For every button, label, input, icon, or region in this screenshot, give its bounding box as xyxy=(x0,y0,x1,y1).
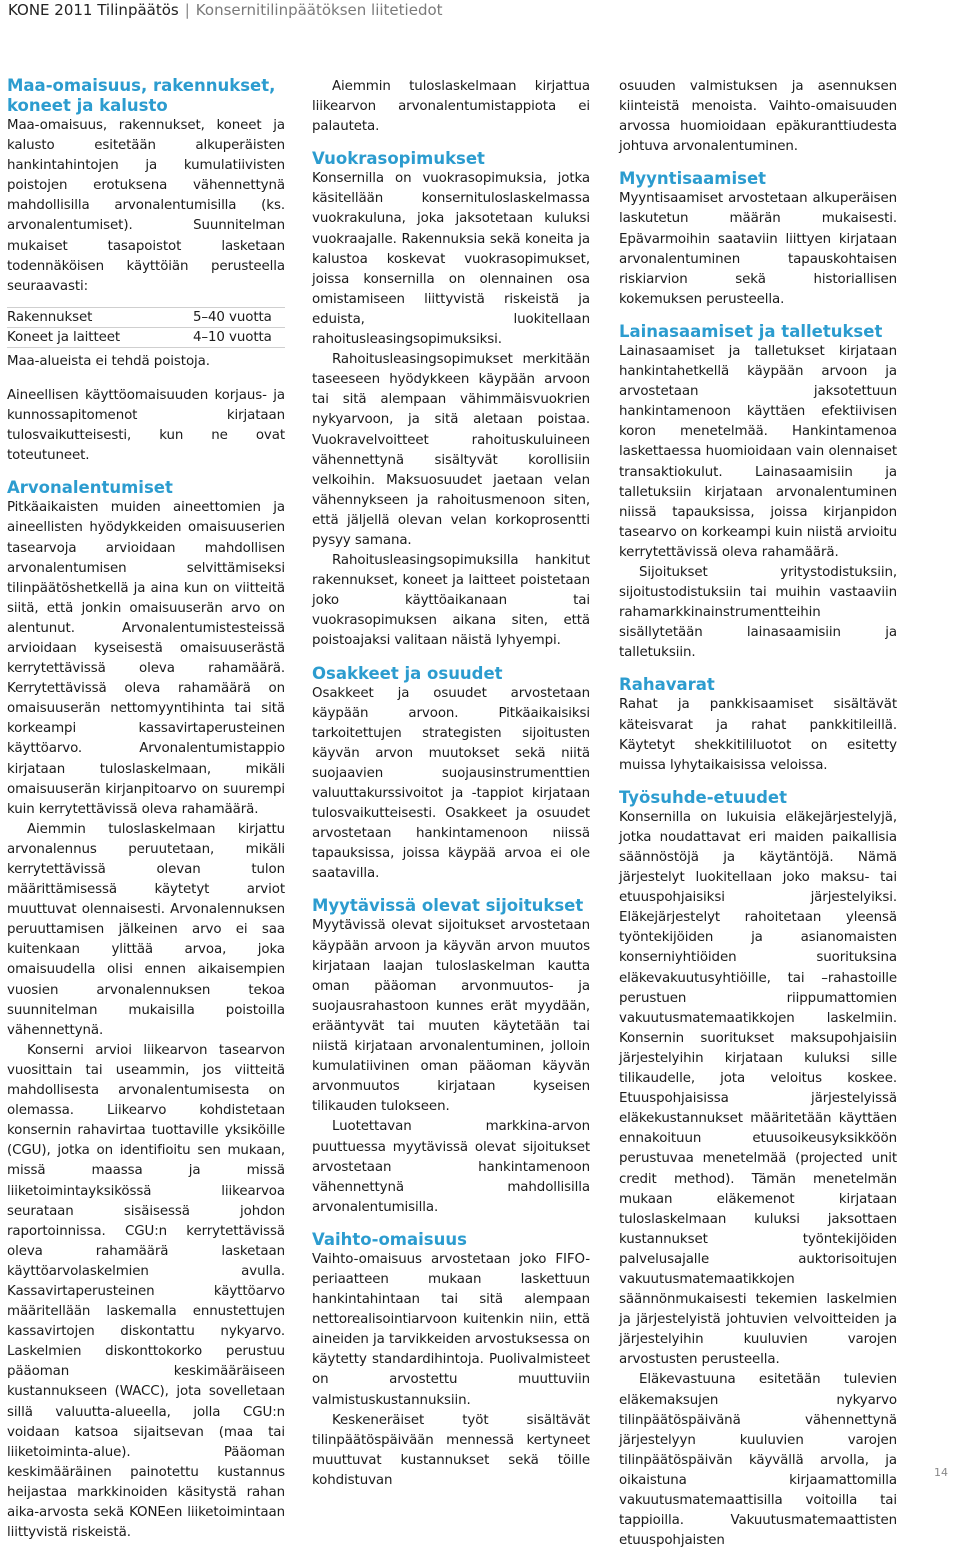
column-3 xyxy=(619,77,897,1551)
paragraph: osuuden valmistuksen ja asennuksen kiinteistä menoista. Vaihto-omaisuuden arvossa huomioidaan epäkuranttiudesta johtuva arvonalentuminen. xyxy=(619,79,897,155)
heading-employee-benefits: Työsuhde-etuudet xyxy=(619,787,788,807)
column-1 xyxy=(7,76,285,1543)
paragraph: Myytävissä olevat sijoitukset arvostetaan käypään arvoon ja käyvän arvon muutos kirjataan laajan tuloslaskelman kautta oman pääoman arvonmuutos- ja suojausrahastoon kunnes erät myydään, erääntyvät tai muuten käytetään tai niistä kirjataan arvonalentuminen, jolloin kumulatiivinen oman pääoman käyvän arvonmuutos kirjataan kyseisen tilikauden tulokseen. xyxy=(312,918,590,1115)
paragraph: Konserni arvioi liikearvon tasearvon vuosittain tai useammin, jos viitteitä mahdollisesta arvonalentumisesta on olemassa. Liikearvo kohdistetaan konsernin rahavirtaa tuottaville yksiköille (CGU), jotka on identifioitu sen mukaan, missä maassa ja missä liiketoimintayksikössä liikearvoa seurataan sisäisessä johdon raportoinnissa. CGU:n kerrytettävissä oleva rahamäärä lasketaan käyttöarvolaskelmien avulla. Kassavirtaperusteinen käyttöarvo määritellään laskemalla ennustettujen kassavirtojen diskontattu nykyarvo. Laskelmien diskonttokorko perustuu pääoman keskimääräiseen kustannukseen (WACC), jota sovelletaan sillä valuutta-alueella, jolla CGU:n voidaan katsoa sijaitsevan (maa tai liiketoiminta-alue). Pääoman keskimääräinen painotettu kustannus heijastaa markkinoiden käsitystä rahan aika-arvosta sekä KONEen liiketoimintaan liittyvistä riskeistä. xyxy=(7,1042,285,1541)
heading-receivables: Myyntisaamiset xyxy=(619,169,767,189)
heading-available-for-sale: Myytävissä olevat sijoitukset xyxy=(312,896,584,916)
heading-loans-deposits: Lainasaamiset ja talletukset xyxy=(619,321,883,341)
paragraph: Rahoitusleasingsopimukset merkitään taseeseen hyödykkeen käypään arvoon tai sitä alempaan vähimmäisvuokrien nykyarvoon, ja sitä aletaan poistaa. Vuokravelvoitteet rahoituskuluineen vähennettynä sisältyvät korollisiin velkoihin. Maksuosuudet jaetaan velan vähennykseen ja rahoitusmenoon siten, että jäljellä olevan velan korkoprosentti pysyy samana. xyxy=(312,352,590,548)
depreciation-table xyxy=(7,307,285,348)
paragraph: Lainasaamiset ja talletukset kirjataan hankintahetkellä käypään arvoon ja arvostetaan jaksotettuun hankintamenoon käyttäen efektiivisen koron menetelmää. Hankintamenoa laskettaessa huomioidaan vain olennaiset transaktiokulut. Lainasaamisiin ja talletuksiin kirjataan arvonalentuminen niissä tapauksissa, joissa kirjanpidon tasearvo on korkeampi kuin niistä arvioitu kerrytettävissä oleva rahamäärä. xyxy=(619,343,897,560)
paragraph: Aiemmin tuloslaskelmaan kirjattua liikearvon arvonalentumistappiota ei palauteta. xyxy=(312,79,590,135)
paragraph: Luotettavan markkina-arvon puuttuessa myytävissä olevat sijoitukset arvostetaan hankintamenoon vähennettynä mahdollisilla arvonalentumisilla. xyxy=(312,1119,590,1215)
heading-property-plant: Maa-omaisuus, rakennukset, koneet ja kalusto xyxy=(7,76,276,115)
paragraph: Vaihto-omaisuus arvostetaan joko FIFO-periaatteen mukaan laskettuun hankintahintaan tai sitä alempaan nettorealisointiarvoon kuitenkin niin, että aineiden ja tarvikkeiden arvostuksessa on käytetty standardihintoja. Puolivalmisteet on arvostettu muuttuviin valmistuskustannuksiin. xyxy=(312,1251,590,1408)
paragraph: Aiemmin tuloslaskelmaan kirjattu arvonalennus peruutetaan, mikäli kerrytettävissä olevan tulon määrittämisessä käytetyt arviot muuttuvat olennaisesti. Arvonalennuksen peruuttamisen jälkeinen arvo ei saa kuitenkaan ylittää arvoa, joka omaisuudella olisi ennen aikaisempien vuosien arvonalennuksen tekoa suunnitelman mukaisilla poistoilla vähennettynä. xyxy=(7,821,285,1038)
paragraph: Pitkäaikaisten muiden aineettomien ja aineellisten hyödykkeiden omaisuuserien tasearvoja arvioidaan mahdollisen arvonalentumisen selvittämiseksi tilinpäätöshetkellä ja aina kun on viitteitä siitä, että jonkin omaisuuserän arvo on alentunut. Arvonalentumistesteissä arvioidaan kyseisestä omaisuuserästä kerrytettävissä oleva rahamäärä. Kerrytettävissä oleva rahamäärä on omaisuuserän nettomyyntihinta tai sitä korkeampi kassavirtaperusteinen käyttöarvo. Arvonalentumistappio kirjataan tuloslaskelmaan, mikäli omaisuuserän kirjanpitoarvo on suurempi kuin kerrytettävissä oleva rahamäärä. xyxy=(7,500,285,817)
table-cell-value: 4–10 vuotta xyxy=(193,327,285,347)
paragraph: Eläkevastuuna esitetään tulevien eläkemaksujen nykyarvo tilinpäätöspäivänä vähennettynä järjestelyyn kuuluvien varojen tilinpäätöspäivän käyvällä arvolla, ja oikaistuna kirjaamattomilla vakuutusmatemaattisilla voitoilla tai tappioilla. Vakuutusmatemaattisten etuuspohjaisten xyxy=(619,1372,897,1549)
heading-impairment: Arvonalentumiset xyxy=(7,478,173,498)
paragraph: Rahoitusleasingsopimuksilla hankitut rakennukset, koneet ja laitteet poistetaan joko käyttöaikanaan tai vuokrasopimuksen aikana siten, että poistoajaksi valitaan näistä lyhyempi. xyxy=(312,553,590,649)
heading-leases: Vuokrasopimukset xyxy=(312,149,485,169)
column-2 xyxy=(312,77,590,1491)
paragraph: Keskeneräiset työt sisältävät tilinpäätöspäivään mennessä kertyneet muuttuvat kustannukset sekä töille kohdistuvan xyxy=(312,1412,590,1488)
table-cell-value: 5–40 vuotta xyxy=(193,307,285,327)
heading-inventories: Vaihto-omaisuus xyxy=(312,1229,467,1249)
table-cell-label: Rakennukset xyxy=(7,307,193,327)
paragraph: Aineellisen käyttöomaisuuden korjaus- ja kunnossapitomenot kirjataan tulosvaikutteisesti, kun ne ovat toteutuneet. xyxy=(7,387,285,464)
table-row xyxy=(7,307,285,327)
paragraph: Rahat ja pankkisaamiset sisältävät käteisvarat ja rahat pankkitileillä. Käytetyt shekkitililuotot on esitetty muissa lyhytaikaisissa veloissa. xyxy=(619,697,897,773)
paragraph: Maa-alueista ei tehdä poistoja. xyxy=(7,353,210,369)
header-separator: | xyxy=(184,1,190,19)
report-title: KONE 2011 Tilinpäätös xyxy=(8,1,179,19)
table-cell-label: Koneet ja laitteet xyxy=(7,327,193,347)
paragraph: Maa-omaisuus, rakennukset, koneet ja kalusto esitetään alkuperäisten hankintahintojen ja kumulatiivisten poistojen erotuksena vähennettynä mahdollisilla arvonalentumisilla (ks. arvonalentumiset). Suunnitelman mukaiset tasapoistot lasketaan todennäköisen käyttöiän perusteella seuraavasti: xyxy=(7,118,285,294)
page-number: 14 xyxy=(934,1466,948,1479)
paragraph: Konsernilla on lukuisia eläkejärjestelyjä, jotka noudattavat eri maiden paikallisia säännöstöjä ja käytäntöjä. Nämä järjestelyt luokitellaan joko maksu- tai etuuspohjaisiksi järjestelyiksi. Eläkejärjestelyt rahoitetaan yleensä työntekijöiden ja asianomaisten konserniyhtiöiden suorituksina eläkevakuutusyhtiöille, tai –rahastoille perustuen riippumattomien vakuutusmatemaatikkojen laskelmiin. Konsernin suoritukset maksupohjaisiin järjestelyihin kirjataan kuluksi sille tilikaudelle, jota veloitus koskee. Etuuspohjaisissa järjestelyissä eläkekustannukset määritetään käyttäen ennakoituun etuusoikeusyksikköön perustuvaa menetelmää (projected unit credit method). Tämän menetelmän mukaan eläkemenot kirjataan tuloslaskelmaan kuluksi jaksottaen kustannukset työntekijöiden palvelusajalle auktorisoitujen vakuutusmatemaatikkojen säännönmukaisesti tekemien laskelmien ja järjestelyistä johtuvien velvoitteiden ja järjestelyihin kuuluvien varojen arvostusten perusteella. xyxy=(619,809,897,1368)
paragraph: Konsernilla on vuokrasopimuksia, jotka käsitellään konsernituloslaskelmassa vuokrakuluna, joka jaksotetaan kuluksi vuokraajalle. Rakennuksia sekä koneita ja kalustoa koskevat vuokrasopimukset, joissa konsernilla on olennainen osa omistamiseen liittyvistä riskeistä ja eduista, luokitellaan rahoitusleasingsopimuksiksi. xyxy=(312,171,590,348)
heading-cash: Rahavarat xyxy=(619,675,715,695)
report-subtitle: Konsernitilinpäätöksen liitetiedot xyxy=(195,1,443,19)
table-row xyxy=(7,327,285,347)
heading-shares: Osakkeet ja osuudet xyxy=(312,663,503,683)
page-header xyxy=(8,0,443,22)
paragraph: Myyntisaamiset arvostetaan alkuperäisen laskutetun määrän mukaisesti. Epävarmoihin saataviin liittyen kirjataan arvonalentuminen tapauskohtaisen riskiarvion sekä historiallisen kokemuksen perusteella. xyxy=(619,191,897,307)
paragraph: Osakkeet ja osuudet arvostetaan käypään arvoon. Pitkäaikaisiksi tarkoitettujen strategisten sijoitusten käyvän arvon muutokset sekä niitä suojaavien suojausinstrumenttien valuuttakurssivoitot ja -tappiot kirjataan tulosvaikutteisesti. Osakkeet ja osuudet arvostetaan hankintamenoon niissä tapauksissa, joissa käypää arvoa ei ole saatavilla. xyxy=(312,685,590,882)
paragraph: Sijoitukset yritystodistuksiin, sijoitustodistuksiin tai muihin vastaaviin rahamarkkinainstrumentteihin sisällytetään lainasaamisiin ja talletuksiin. xyxy=(619,564,897,661)
